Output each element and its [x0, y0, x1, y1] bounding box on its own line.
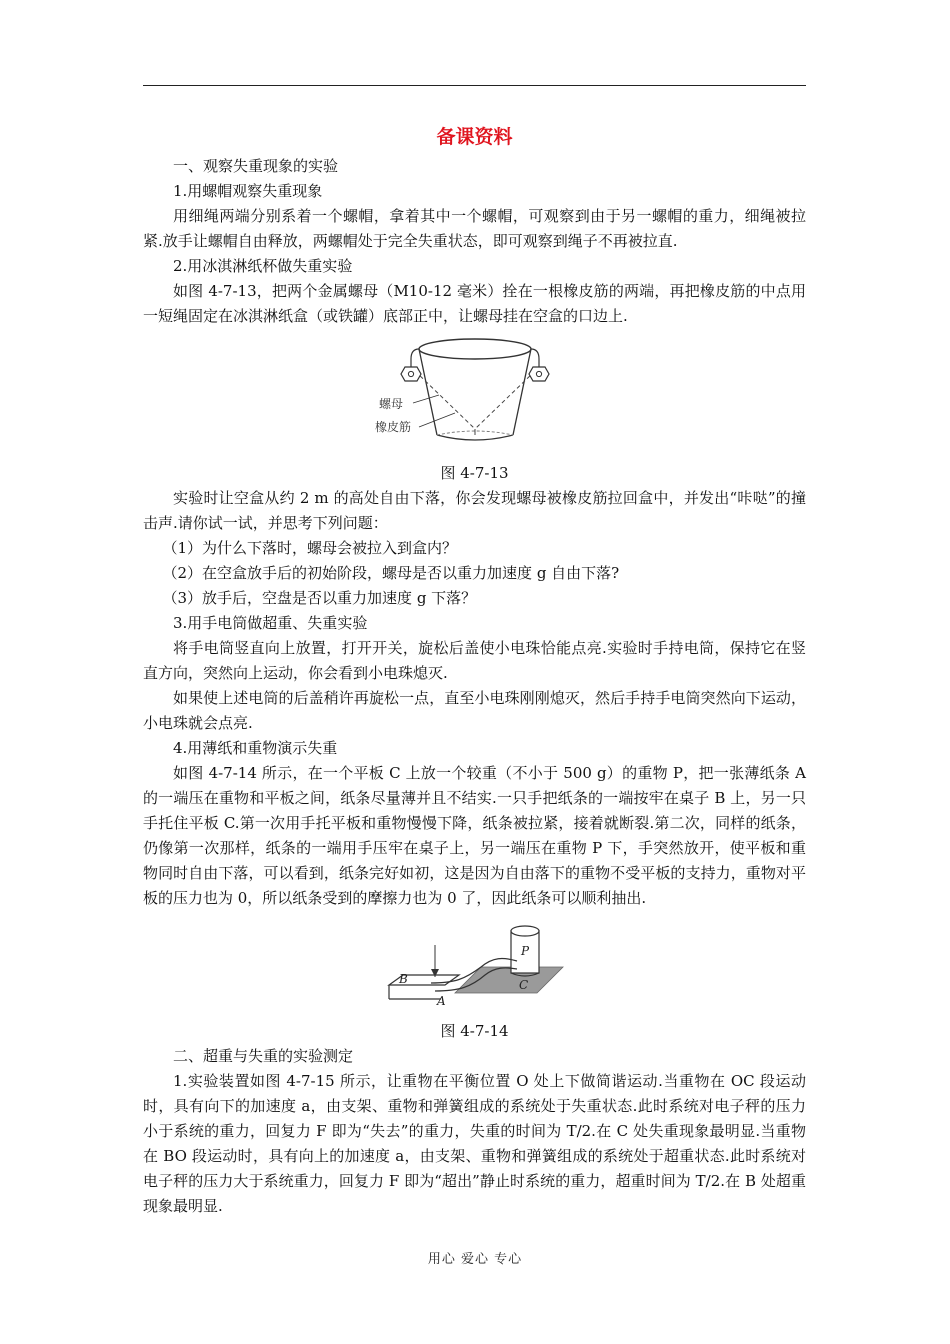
figure-4-7-13 — [143, 329, 806, 486]
label-nut: 螺母 — [378, 397, 403, 411]
rubber-band-right — [475, 371, 535, 429]
page-footer: 用心 爱心 专心 — [427, 1252, 523, 1267]
header-rule — [143, 85, 806, 86]
document-body — [143, 120, 806, 1219]
question-item: （1）为什么下落时，螺母会被拉入到盒内？ — [162, 539, 458, 557]
question-item: （3）放手后，空盘是否以重力加速度 g 下落？ — [162, 589, 477, 607]
label-a: A — [436, 994, 446, 1008]
cup-rim — [419, 339, 531, 359]
paragraph: 如果使上述电筒的后盖稍许再旋松一点，直至小电珠刚刚熄灭，然后手持手电筒突然向下运动，小电珠就会点亮. — [143, 689, 806, 732]
nut-left — [401, 367, 421, 381]
subsection-heading: 2.用冰淇淋纸杯做失重实验 — [173, 257, 353, 275]
paragraph: 实验时让空盒从约 2 m 的高处自由下落，你会发现螺母被橡皮筋拉回盒中，并发出“咔哒”的撞击声.请你试一试，并思考下列问题： — [143, 489, 806, 532]
figure-caption: 图 4-7-13 — [440, 464, 509, 482]
nut-right — [529, 367, 549, 381]
section-heading: 二、超重与失重的实验测定 — [173, 1047, 354, 1065]
plate-c — [455, 967, 563, 993]
cup-side-right — [513, 349, 531, 435]
hook-right — [531, 349, 539, 367]
figure-caption: 图 4-7-14 — [440, 1022, 509, 1040]
figure-4-7-14 — [143, 917, 806, 1044]
paragraph: 如图 4-7-14 所示，在一个平板 C 上放一个较重（不小于 500 g）的重物 P，把一张薄纸条 A 的一端压在重物和平板之间，纸条尽量薄并且不结实.一只手把纸条的一端按牢在桌子 B 上，另一只手托住平板 C.第一次用手托平板和重物慢慢下降，纸条被拉紧，接着就断裂.第二次，同样的纸条，仍像第一次那样，纸条的一端用手压牢在桌子上，另一端压在重物 P 下，手突然放开，使平板和重物同时自由下落，可以看到，纸条完好如初，这是因为自由落下的重物不受平板的支持力，重物对平板的压力也为 0，所以纸条受到的摩擦力也为 0 了，因此纸条可以顺利抽出. — [143, 764, 806, 907]
leader-band — [419, 413, 455, 427]
hook-left — [411, 349, 419, 367]
subsection-heading: 3.用手电筒做超重、失重实验 — [173, 614, 368, 632]
question-item: （2）在空盒放手后的初始阶段，螺母是否以重力加速度 g 自由下落? — [162, 564, 620, 582]
ice-cream-cup-diagram — [375, 329, 575, 447]
label-b: B — [398, 972, 408, 986]
section-heading: 一、观察失重现象的实验 — [173, 157, 339, 175]
cup-side-left — [419, 349, 437, 435]
cup-bottom — [437, 435, 513, 440]
paragraph: 1.实验装置如图 4-7-15 所示，让重物在平衡位置 O 处上下做简谐运动.当重物在 OC 段运动时，具有向下的加速度 a，由支架、重物和弹簧组成的系统处于失重状态.此时系统对电子秤的压力小于系统的重力，回复力 F 即为“失去”的重力，失重的时间为 T/2.在 C 处失重现象最明显.当重物在 BO 段运动时，具有向上的加速度 a，由支架、重物和弹簧组成的系统处于超重状态.此时系统对电子秤的压力大于系统重力，回复力 F 即为“超出”静止时系统的重力，超重时间为 T/2.在 B 处超重现象最明显. — [143, 1072, 806, 1215]
paragraph: 将手电筒竖直向上放置，打开开关，旋松后盖使小电珠恰能点亮.实验时手持电筒，保持它在竖直方向，突然向上运动，你会看到小电珠熄灭. — [143, 639, 806, 682]
label-c: C — [518, 978, 528, 992]
page-title: 备课资料 — [436, 126, 513, 148]
paragraph: 用细绳两端分别系着一个螺帽，拿着其中一个螺帽，可观察到由于另一螺帽的重力，细绳被拉紧.放手让螺帽自由释放，两螺帽处于完全失重状态，即可观察到绳子不再被拉直. — [143, 207, 806, 250]
paragraph: 如图 4-7-13，把两个金属螺母（M10-12 毫米）拴在一根橡皮筋的两端，再把橡皮筋的中点用一短绳固定在冰淇淋纸盒（或铁罐）底部正中，让螺母挂在空盒的口边上. — [143, 282, 806, 325]
paper-weight-diagram — [385, 917, 565, 1009]
weight-p-top — [511, 926, 539, 936]
subsection-heading: 4.用薄纸和重物演示失重 — [173, 739, 338, 757]
leader-nut — [413, 395, 439, 403]
label-p: P — [520, 944, 529, 958]
label-rubber-band: 橡皮筋 — [374, 420, 411, 434]
subsection-heading: 1.用螺帽观察失重现象 — [173, 182, 323, 200]
